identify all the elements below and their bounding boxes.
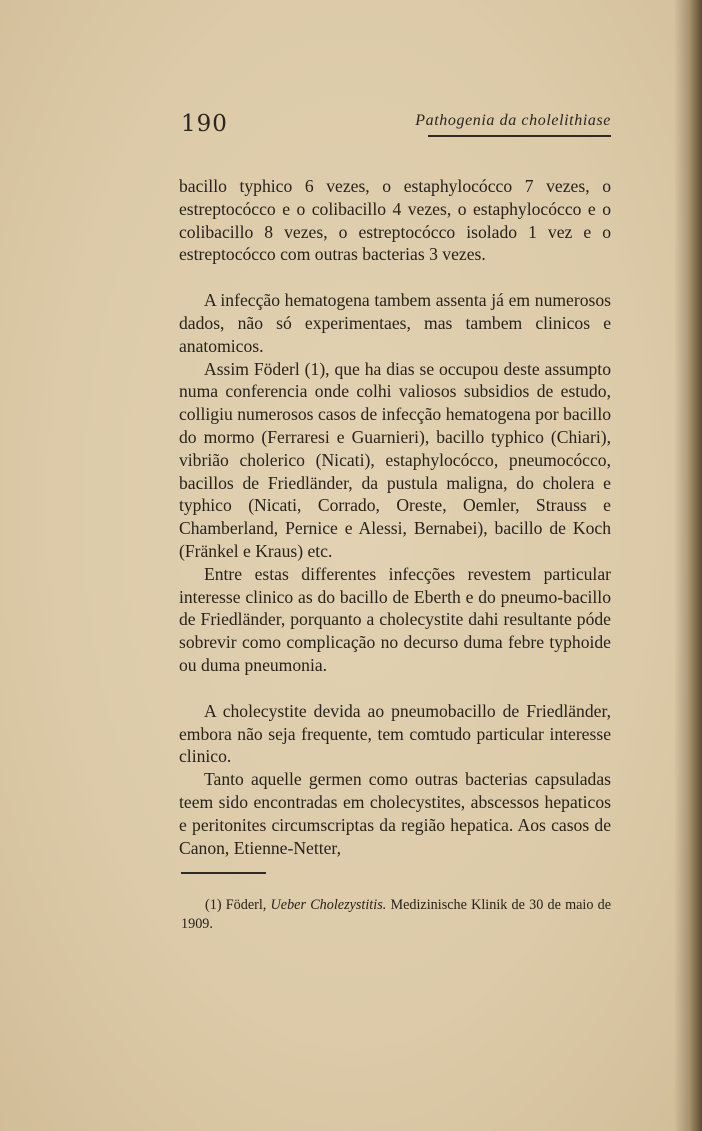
book-spine-shadow [688, 0, 702, 1131]
footnote-rule [181, 872, 266, 874]
footnote [181, 896, 611, 934]
running-title: Pathogenia da cholelithiase [415, 112, 611, 129]
paragraph-2: A infecção hematogena tambem assenta já em numerosos dados, não só experimentaes, mas tambem clinicos e anatomicos. [179, 290, 611, 356]
paragraph-1: bacillo typhico 6 vezes, o estaphylocócco 7 vezes, o estreptocócco e o colibacillo 4 vezes, o estaphylocócco e o colibacillo 8 vezes, o estreptocócco isolado 1 vez e o estreptocócco com outras bacterias 3 vezes. [179, 176, 611, 265]
footnote-marker: (1) [205, 897, 222, 913]
paragraph-3: Assim Föderl (1), que ha dias se occupou deste assumpto numa conferencia onde colhi valiosos subsidios de estudo, colligiu numerosos casos de infecção hematogena por bacillo do mormo (Ferraresi e Guarnieri), bacillo typhico (Chiari), vibrião cholerico (Nicati), estaphylocócco, pneumocócco, bacillos de Friedländer, da pustula maligna, do cholera e typhico (Nicati, Corrado, Oreste, Oemler, Strauss e Chamberland, Pernice e Alessi, Bernabei), bacillo de Koch (Fränkel e Kraus) etc. [179, 358, 611, 561]
paragraph-6: Tanto aquelle germen como outras bacterias capsuladas teem sido encontradas em cholecystites, abscessos hepaticos e peritonites circumscriptas da região hepatica. Aos casos de Canon, Etienne-Netter, [179, 769, 611, 858]
paragraph-4: Entre estas differentes infecções revestem particular interesse clinico as do bacillo de Eberth e do pneumo-bacillo de Friedländer, porquanto a cholecystite dahi resultante póde sobrevir como complicação no decurso duma febre typhoide ou duma pneumonia. [179, 563, 611, 675]
paragraph-5: A cholecystite devida ao pneumobacillo de Friedländer, embora não seja frequente, tem comtudo particular interesse clinico. [179, 700, 611, 767]
body-text [179, 175, 611, 859]
header-rule [428, 135, 611, 137]
footnote-author: Föderl, [225, 897, 267, 913]
footnote-title: Ueber Cholezystitis. [270, 897, 387, 913]
footnote-details: Medizinische Klinik de 30 de maio de 1909. [181, 897, 612, 932]
page-number: 190 [181, 111, 228, 137]
